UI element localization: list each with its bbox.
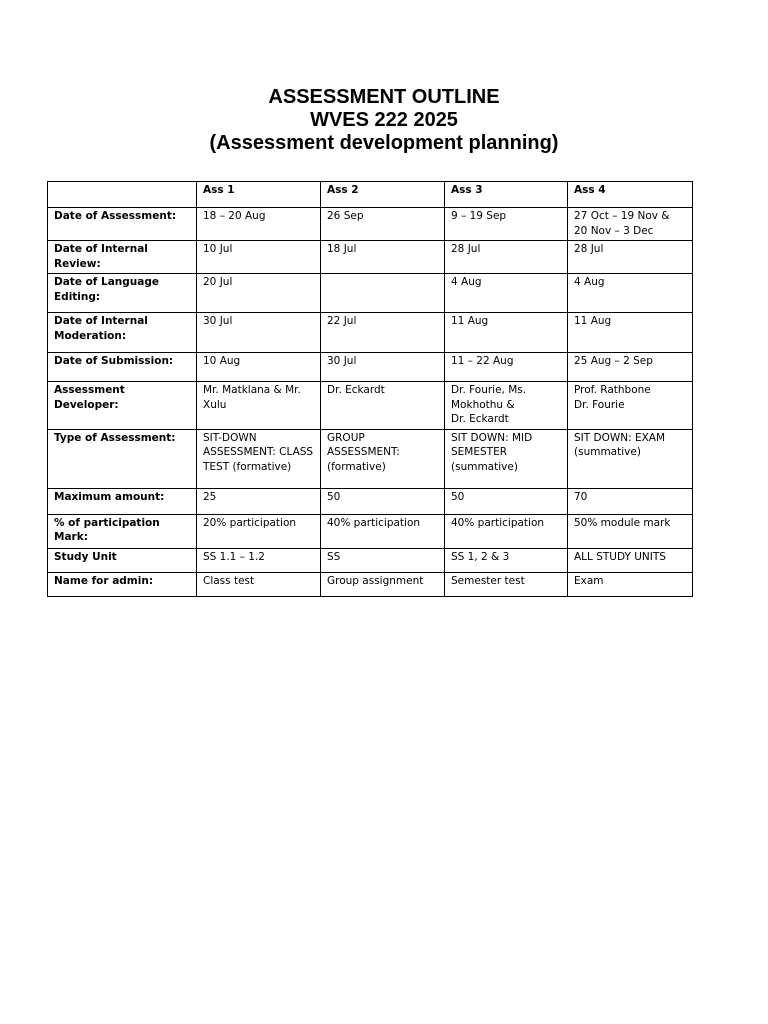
table-cell: 10 Aug [197,353,321,382]
table-cell: GROUP ASSESSMENT: (formative) [321,429,445,488]
table-cell: Exam [568,572,693,596]
table-cell: Group assignment [321,572,445,596]
table-cell: 28 Jul [568,241,693,274]
table-cell: 70 [568,488,693,514]
table-cell: 40% participation [321,514,445,548]
table-cell: Dr. Eckardt [321,382,445,430]
table-cell: 22 Jul [321,313,445,353]
row-label: Maximum amount: [48,488,197,514]
table-row [48,274,693,313]
table-row [48,548,693,572]
table-header-row [48,182,693,208]
table-cell: 10 Jul [197,241,321,274]
header-ass-2: Ass 2 [321,182,445,208]
table-cell: SS 1.1 – 1.2 [197,548,321,572]
row-label: Type of Assessment: [48,429,197,488]
row-label: Name for admin: [48,572,197,596]
table-cell: 26 Sep [321,208,445,241]
table-cell: 4 Aug [568,274,693,313]
table-cell: SS 1, 2 & 3 [445,548,568,572]
table-row [48,241,693,274]
table-cell: 27 Oct – 19 Nov & 20 Nov – 3 Dec [568,208,693,241]
header-ass-4: Ass 4 [568,182,693,208]
document-title [0,86,768,155]
row-label: Date of Internal Review: [48,241,197,274]
table-cell: Prof. Rathbone Dr. Fourie [568,382,693,430]
table-cell: 50 [321,488,445,514]
table-cell: 28 Jul [445,241,568,274]
table-cell: Semester test [445,572,568,596]
title-line-module-code: WVES 222 2025 [310,109,458,131]
table-row [48,429,693,488]
table-cell: 18 Jul [321,241,445,274]
row-label: Date of Internal Moderation: [48,313,197,353]
header-corner-cell [48,182,197,208]
header-ass-3: Ass 3 [445,182,568,208]
row-label: Assessment Developer: [48,382,197,430]
row-label: Date of Assessment: [48,208,197,241]
table-cell: 50% module mark [568,514,693,548]
table-cell: ALL STUDY UNITS [568,548,693,572]
table-cell: 25 Aug – 2 Sep [568,353,693,382]
table-cell: Dr. Fourie, Ms. Mokhothu & Dr. Eckardt [445,382,568,430]
table-cell: 4 Aug [445,274,568,313]
row-label: Date of Submission: [48,353,197,382]
table-cell: 30 Jul [197,313,321,353]
table-row [48,514,693,548]
table-row [48,572,693,596]
table-cell: Class test [197,572,321,596]
table-row [48,488,693,514]
table-cell: SIT DOWN: MID SEMESTER (summative) [445,429,568,488]
table-cell: 9 – 19 Sep [445,208,568,241]
table-cell: SS [321,548,445,572]
header-ass-1: Ass 1 [197,182,321,208]
table-cell: 11 – 22 Aug [445,353,568,382]
table-cell: SIT-DOWN ASSESSMENT: CLASS TEST (formative) [197,429,321,488]
assessment-outline-table [47,181,693,597]
table-row [48,382,693,430]
table-cell: 20 Jul [197,274,321,313]
row-label: Date of Language Editing: [48,274,197,313]
table-row [48,353,693,382]
title-line-heading: ASSESSMENT OUTLINE [268,86,500,108]
table-cell: 11 Aug [568,313,693,353]
table-cell: 50 [445,488,568,514]
table-row [48,208,693,241]
row-label: % of participation Mark: [48,514,197,548]
table-cell: SIT DOWN: EXAM (summative) [568,429,693,488]
table-cell: 11 Aug [445,313,568,353]
table-cell: 20% participation [197,514,321,548]
table-cell: Mr. Matklana & Mr. Xulu [197,382,321,430]
table-cell: 40% participation [445,514,568,548]
table-cell: 25 [197,488,321,514]
table-cell: 18 – 20 Aug [197,208,321,241]
table-row [48,313,693,353]
table-cell [321,274,445,313]
table-cell: 30 Jul [321,353,445,382]
title-line-subtitle: (Assessment development planning) [209,132,559,154]
row-label: Study Unit [48,548,197,572]
